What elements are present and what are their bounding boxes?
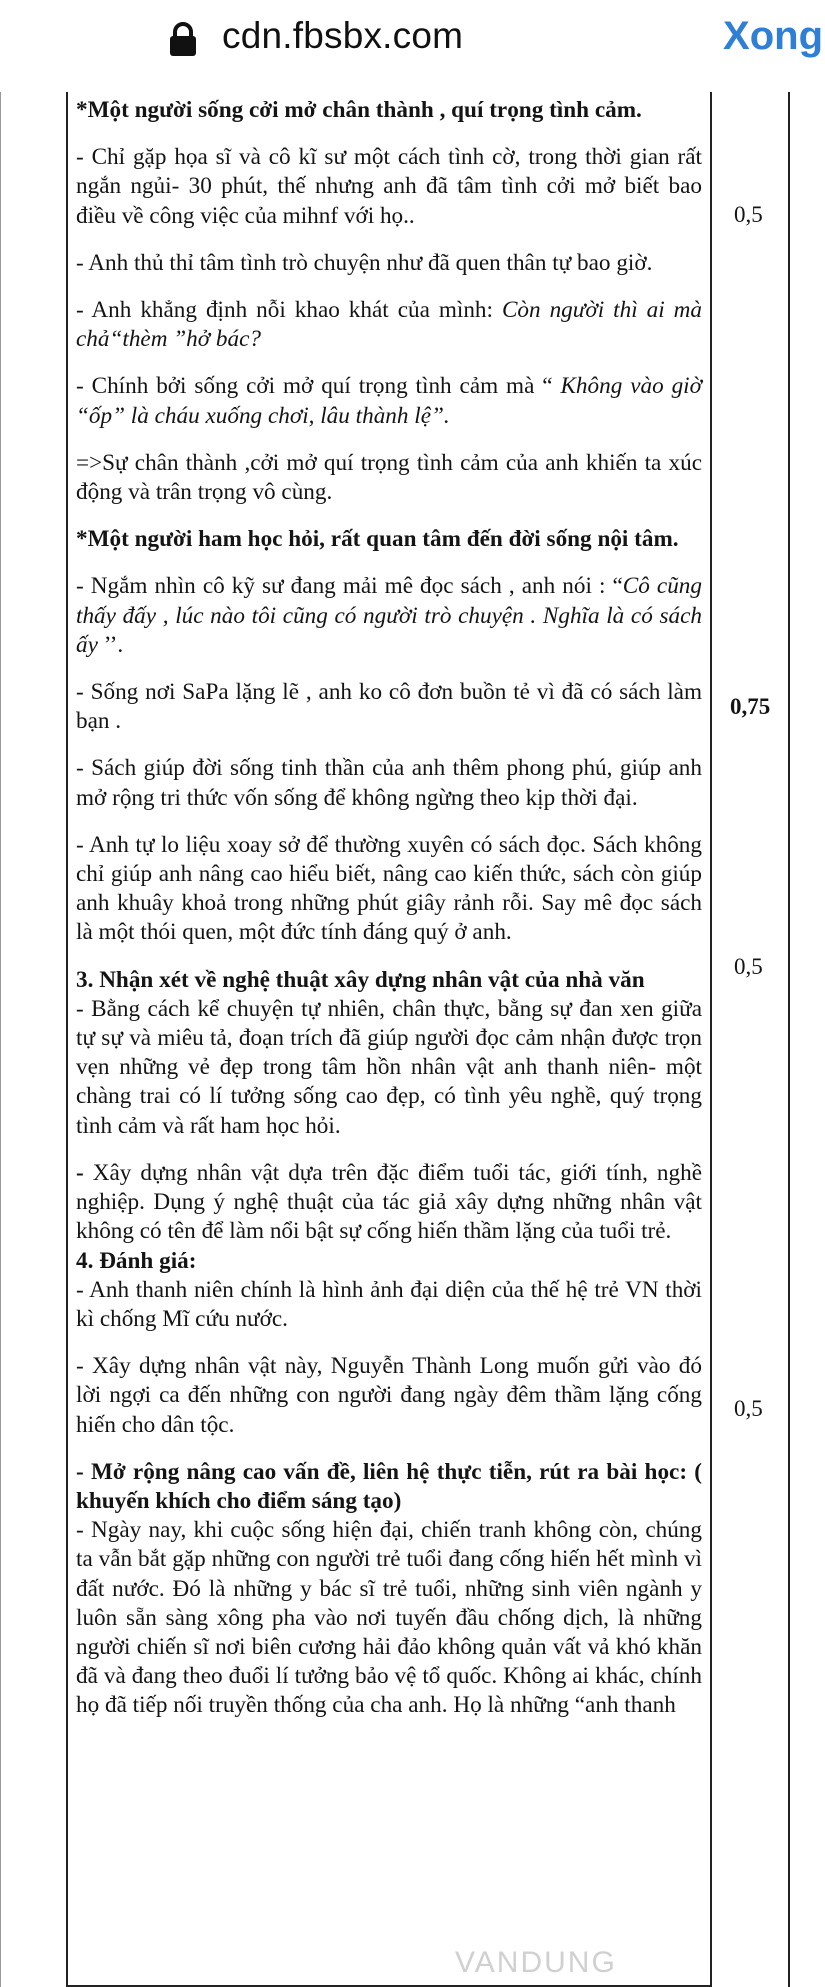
browser-top-bar: [0, 0, 825, 80]
paragraph: - Anh tự lo liệu xoay sở để thường xuyên có sách đọc. Sách không chỉ giúp anh nâng cao hiểu biết, nâng cao kiến thức, sách còn giúp anh khuây khoả trong những phút giây rảnh rỗi. Say mê đọc sách là một thói quen, một đức tính đáng quý ở anh.: [76, 831, 702, 946]
lock-icon: [168, 22, 198, 56]
paragraph: [76, 1159, 702, 1247]
table-border-left: [0, 92, 1, 1987]
paragraph: [76, 572, 702, 660]
score-value: 0,5: [734, 1396, 763, 1421]
heading-art-review: 3. Nhận xét về nghệ thuật xây dựng nhân vật của nhà văn: [76, 966, 645, 993]
heading-evaluation: 4. Đánh giá:: [76, 1247, 197, 1274]
document-body: [76, 96, 702, 1721]
text-run: -: [76, 1159, 93, 1186]
italic-quote: Cô cũng thấy đấy , lúc nào tôi cũng có người trò chuyện . Nghĩa là có sách ấy: [76, 573, 702, 658]
paragraph: - Chỉ gặp họa sĩ và cô kĩ sư một cách tình cờ, trong thời gian rất ngắn ngủi- 30 phút, thế nhưng anh đã tâm tình cởi mở biết bao điều về công việc của mihnf với họ..: [76, 144, 702, 229]
score-value: 0,5: [734, 202, 763, 227]
paragraph: - Sống nơi SaPa lặng lẽ , anh ko cô đơn buồn tẻ vì đã có sách làm bạn .: [76, 679, 702, 735]
paragraph: =>Sự chân thành ,cởi mở quí trọng tình cảm của anh khiến ta xúc động và trân trọng vô cùng.: [76, 449, 702, 506]
paragraph: - Sách giúp đời sống tinh thần của anh thêm phong phú, giúp anh mở rộng tri thức vốn sống để không ngừng theo kịp thời đại.: [76, 755, 702, 811]
table-border-score-left: [710, 92, 712, 1987]
heading-eager-learner: *Một người ham học hỏi, rất quan tâm đến đời sống nội tâm.: [76, 526, 679, 553]
text-run: - Anh khẳng định nỗi khao khát của mình:: [76, 297, 502, 324]
text-run: - Ngắm nhìn cô kỹ sư đang mải mê đọc sách , anh nói : “: [76, 573, 623, 600]
done-button[interactable]: Xong: [723, 14, 823, 58]
paragraph: - Bằng cách kể chuyện tự nhiên, chân thực, bằng sự đan xen giữa tự sự và miêu tả, đoạn trích đã giúp người đọc cảm nhận được trọn vẹn những vẻ đẹp trong tâm hồn nhân vật anh thanh niên- một chàng trai có lí tưởng sống cao đẹp, có tình yêu nghề, quý trọng tình cảm và rất ham học hỏi.: [76, 995, 702, 1139]
text-run: Xây dựng nhân vật dựa trên đặc điểm tuổi tác, giới tính, nghề nghiệp. Dụng ý nghệ thuật của tác giả xây dựng những nhân vật không có tên để làm nổi bật sự cống hiến thầm lặng của tuổi trẻ.: [76, 1159, 702, 1245]
table-border-score-right: [788, 92, 790, 1987]
paragraph: [76, 372, 702, 430]
paragraph: [76, 296, 702, 354]
score-value: 0,5: [734, 954, 763, 979]
italic-quote: Không vào giờ “ốp” là cháu xuống chơi, lâu thành lệ”.: [76, 373, 702, 429]
paragraph: - Anh thủ thỉ tâm tình trò chuyện như đã quen thân tự bao giờ.: [76, 249, 653, 276]
text-run: ’’.: [97, 631, 124, 658]
paragraph: - Xây dựng nhân vật này, Nguyễn Thành Long muốn gửi vào đó lời ngợi ca đến những con người đang ngày đêm thầm lặng cống hiến cho dân tộc.: [76, 1353, 702, 1438]
italic-quote: Còn người thì ai mà chả“thèm ”hở bác?: [76, 297, 702, 353]
heading-open-sincere: *Một người sống cởi mở chân thành , quí trọng tình cảm.: [76, 97, 642, 123]
score-value: 0,75: [730, 694, 771, 719]
url-label[interactable]: cdn.fbsbx.com: [222, 15, 464, 56]
watermark: VANDUNG: [455, 1946, 617, 1979]
paragraph: - Anh thanh niên chính là hình ảnh đại diện của thế hệ trẻ VN thời kì chống Mĩ cứu nước.: [76, 1276, 702, 1332]
paragraph: - Ngày nay, khi cuộc sống hiện đại, chiến tranh không còn, chúng ta vẫn bắt gặp những con người trẻ tuổi đang cống hiến hết mình vì đất nước. Đó là những y bác sĩ trẻ tuổi, những sinh viên ngành y luôn sẵn sàng xông pha vào nơi tuyến đầu chống dịch, là những người chiến sĩ nơi biên cương hải đảo không quản vất vả khó khăn đã và đang theo đuổi lí tưởng bảo vệ tổ quốc. Không ai khác, chính họ đã tiếp nối truyền thống của cha anh. Họ là những “anh thanh: [76, 1517, 702, 1719]
text-run: - Chính bởi sống cởi mở quí trọng tình cảm mà “: [76, 373, 561, 400]
table-border-content-left: [66, 92, 68, 1987]
heading-extension: - Mở rộng nâng cao vấn đề, liên hệ thực tiễn, rút ra bài học: ( khuyến khích cho điểm sáng tạo): [76, 1458, 702, 1514]
